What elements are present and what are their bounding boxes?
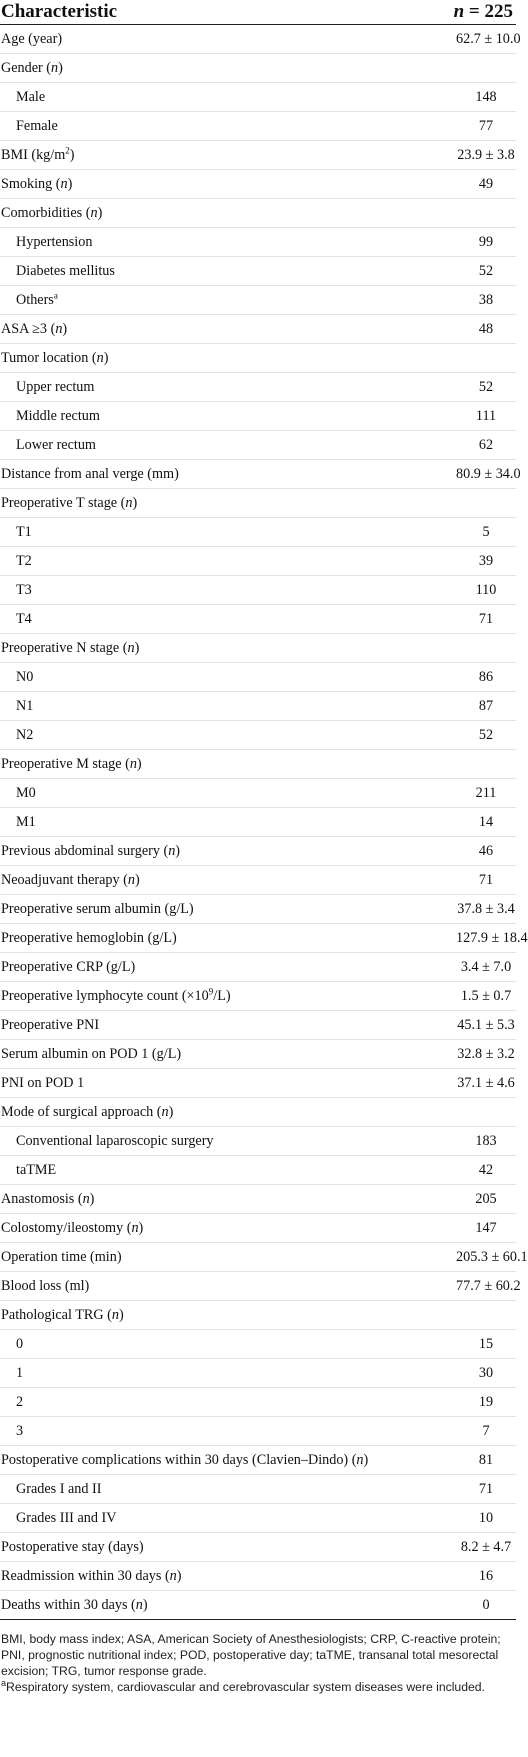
table-row: [0, 112, 516, 141]
table-row: [0, 402, 516, 431]
row-value: 49: [478, 176, 494, 192]
row-value: 19: [478, 1394, 494, 1410]
row-label: 3: [16, 1423, 24, 1439]
row-value: 111: [475, 408, 497, 424]
table-row: [0, 431, 516, 460]
row-label: Grades I and II: [16, 1481, 102, 1497]
row-label: Pathological TRG (n): [1, 1307, 124, 1323]
table-row: [0, 1562, 516, 1591]
table-row: [0, 460, 516, 489]
row-label: T2: [16, 553, 32, 569]
row-label: Others$^a$: [16, 290, 58, 308]
row-label: Serum albumin on POD 1 (g/L): [1, 1046, 182, 1062]
table-row: [0, 489, 516, 518]
row-label: 1: [16, 1365, 24, 1381]
table-row: [0, 1214, 516, 1243]
row-label: Male: [16, 89, 46, 105]
row-label: N0: [16, 669, 34, 685]
row-label: T4: [16, 611, 32, 627]
table-footnotes: [0, 1620, 516, 1695]
table-row: [0, 605, 516, 634]
header-characteristic: Characteristic: [0, 0, 388, 25]
table-row: [0, 692, 516, 721]
table-row: [0, 25, 516, 54]
row-label: Preoperative N stage (n): [1, 640, 140, 656]
row-value: 110: [475, 582, 497, 598]
table-row: [0, 576, 516, 605]
table-row: [0, 1446, 516, 1475]
row-value: 32.8 ± 3.2: [457, 1046, 515, 1062]
table-row: [0, 982, 516, 1011]
row-label: Smoking (n): [1, 176, 73, 192]
table-row: [0, 170, 516, 199]
row-label: Grades III and IV: [16, 1510, 117, 1526]
row-value: 183: [475, 1133, 497, 1149]
table-row: [0, 953, 516, 982]
row-label: Anastomosis (n): [1, 1191, 95, 1207]
row-value: [388, 199, 516, 228]
table-row: [0, 344, 516, 373]
header-n-value: = 225: [464, 1, 513, 22]
table-row: [0, 779, 516, 808]
table-row: [0, 1127, 516, 1156]
table-row: [0, 1301, 516, 1330]
row-label: Colostomy/ileostomy (n): [1, 1220, 144, 1236]
row-value: [388, 54, 516, 83]
row-value: 0: [482, 1597, 490, 1613]
row-value: 86: [478, 669, 494, 685]
table-row: [0, 1011, 516, 1040]
row-label: M1: [16, 814, 36, 830]
row-value: 23.9 ± 3.8: [457, 147, 515, 163]
row-value: 5: [482, 524, 490, 540]
row-value: 205.3 ± 60.1: [456, 1249, 528, 1265]
row-value: 211: [475, 785, 497, 801]
row-value: 37.8 ± 3.4: [457, 901, 515, 917]
row-label: T1: [16, 524, 32, 540]
row-label: Mode of surgical approach (n): [1, 1104, 174, 1120]
row-label: BMI $(kg/m^2)$: [1, 145, 75, 163]
header-sample-size: [388, 0, 516, 25]
table-row: [0, 1504, 516, 1533]
footnote-a-text: Respiratory system, cardiovascular and cerebrovascular system diseases were included.: [6, 1680, 485, 1694]
footnote-a: [1, 1679, 515, 1695]
row-value: 71: [478, 1481, 494, 1497]
row-label: Operation time (min): [1, 1249, 122, 1265]
row-value: [388, 1098, 516, 1127]
table-row: [0, 228, 516, 257]
row-value: 10: [478, 1510, 494, 1526]
row-value: 39: [478, 553, 494, 569]
table-row: [0, 634, 516, 663]
row-value: 71: [478, 611, 494, 627]
row-value: 62: [478, 437, 494, 453]
abbreviations-note: BMI, body mass index; ASA, American Society of Anesthesiologists; CRP, C-reactive protein; PNI, prognostic nutritional index; POD, postoperative day; taTME, transanal total mesorectal excision; TRG, tumor response grade.: [1, 1632, 501, 1678]
row-label: Distance from anal verge (mm): [1, 466, 179, 482]
row-label: Preoperative CRP (g/L): [1, 959, 136, 975]
row-label: T3: [16, 582, 32, 598]
row-label: Blood loss (ml): [1, 1278, 90, 1294]
row-label: Female: [16, 118, 58, 134]
row-label: ASA ≥3 (n): [1, 321, 68, 337]
row-value: 7: [482, 1423, 490, 1439]
table-row: [0, 286, 516, 315]
row-value: [388, 489, 516, 518]
row-label: M0: [16, 785, 36, 801]
table-row: [0, 315, 516, 344]
row-label: Comorbidities (n): [1, 205, 103, 221]
row-label: Previous abdominal surgery (n): [1, 843, 181, 859]
row-value: 3.4 ± 7.0: [460, 959, 512, 975]
table-row: [0, 1533, 516, 1562]
row-label: Preoperative serum albumin (g/L): [1, 901, 194, 917]
row-value: 37.1 ± 4.6: [457, 1075, 515, 1091]
row-value: 87: [478, 698, 494, 714]
row-value: 81: [478, 1452, 494, 1468]
table-row: [0, 1185, 516, 1214]
table-row: [0, 1417, 516, 1446]
table-row: [0, 54, 516, 83]
row-label: Hypertension: [16, 234, 93, 250]
row-value: 77: [478, 118, 494, 134]
row-value: 45.1 ± 5.3: [457, 1017, 515, 1033]
row-value: 38: [478, 292, 494, 308]
table-row: [0, 866, 516, 895]
row-value: 71: [478, 872, 494, 888]
row-label: Gender (n): [1, 60, 63, 76]
table-row: [0, 518, 516, 547]
row-value: 205: [475, 1191, 497, 1207]
table-row: [0, 1069, 516, 1098]
row-label: Upper rectum: [16, 379, 95, 395]
table-row: [0, 895, 516, 924]
row-value: 52: [478, 727, 494, 743]
row-label: N2: [16, 727, 34, 743]
row-label: Tumor location (n): [1, 350, 109, 366]
row-value: 99: [478, 234, 494, 250]
row-value: 77.7 ± 60.2: [456, 1278, 521, 1294]
row-value: [388, 344, 516, 373]
table-row: [0, 750, 516, 779]
row-value: 148: [475, 89, 497, 105]
row-label: Preoperative M stage (n): [1, 756, 142, 772]
row-value: 15: [478, 1336, 494, 1352]
row-label: Age (year): [1, 31, 63, 47]
row-value: 42: [478, 1162, 494, 1178]
row-value: [388, 750, 516, 779]
table-row: [0, 1040, 516, 1069]
row-value: [388, 634, 516, 663]
row-value: 52: [478, 379, 494, 395]
header-n-symbol: n: [453, 1, 465, 22]
row-label: Middle rectum: [16, 408, 100, 424]
footnote-a-marker: a: [1, 1677, 7, 1688]
row-value: 14: [478, 814, 494, 830]
row-label: Lower rectum: [16, 437, 96, 453]
row-label: taTME: [16, 1162, 57, 1178]
table-row: [0, 837, 516, 866]
row-value: 147: [475, 1220, 497, 1236]
table-body: [0, 25, 528, 1620]
row-value: 80.9 ± 34.0: [456, 466, 521, 482]
row-label: Deaths within 30 days (n): [1, 1597, 148, 1613]
row-value: 46: [478, 843, 494, 859]
table-row: [0, 1591, 516, 1620]
row-label: Preoperative PNI: [1, 1017, 100, 1033]
row-label: Diabetes mellitus: [16, 263, 115, 279]
row-label: Preoperative hemoglobin (g/L): [1, 930, 177, 946]
row-label: Postoperative complications within 30 days (Clavien–Dindo) (n): [1, 1452, 369, 1468]
table-row: [0, 83, 516, 112]
row-label: 2: [16, 1394, 24, 1410]
table-row: [0, 808, 516, 837]
row-label: Conventional laparoscopic surgery: [16, 1133, 214, 1149]
row-label: Postoperative stay (days): [1, 1539, 144, 1555]
table-header: [0, 0, 516, 25]
row-label: N1: [16, 698, 34, 714]
table-row: [0, 1098, 516, 1127]
row-value: [388, 1301, 516, 1330]
row-value: 127.9 ± 18.4: [456, 930, 528, 946]
table-row: [0, 663, 516, 692]
table-row: [0, 1330, 516, 1359]
row-label: Preoperative T stage (n): [1, 495, 138, 511]
table-row: [0, 1359, 516, 1388]
table-row: [0, 1272, 516, 1301]
row-label: Preoperative lymphocyte count $(\times 10^9/L)$: [1, 986, 231, 1004]
row-value: 52: [478, 263, 494, 279]
table-row: [0, 547, 516, 576]
row-label: 0: [16, 1336, 24, 1352]
table-row: [0, 924, 516, 953]
table-row: [0, 257, 516, 286]
table-row: [0, 1475, 516, 1504]
table-row: [0, 373, 516, 402]
table-row: [0, 1388, 516, 1417]
row-value: 30: [478, 1365, 494, 1381]
row-label: Neoadjuvant therapy (n): [1, 872, 140, 888]
row-value: 48: [478, 321, 494, 337]
row-value: 1.5 ± 0.7: [460, 988, 512, 1004]
row-value: 8.2 ± 4.7: [460, 1539, 512, 1555]
table-row: [0, 1156, 516, 1185]
table-row: [0, 1243, 516, 1272]
row-value: 62.7 ± 10.0: [456, 31, 521, 47]
table-row: [0, 141, 516, 170]
row-label: PNI on POD 1: [1, 1075, 85, 1091]
table-row: [0, 199, 516, 228]
row-label: Readmission within 30 days (n): [1, 1568, 182, 1584]
table-row: [0, 721, 516, 750]
row-value: 16: [478, 1568, 494, 1584]
